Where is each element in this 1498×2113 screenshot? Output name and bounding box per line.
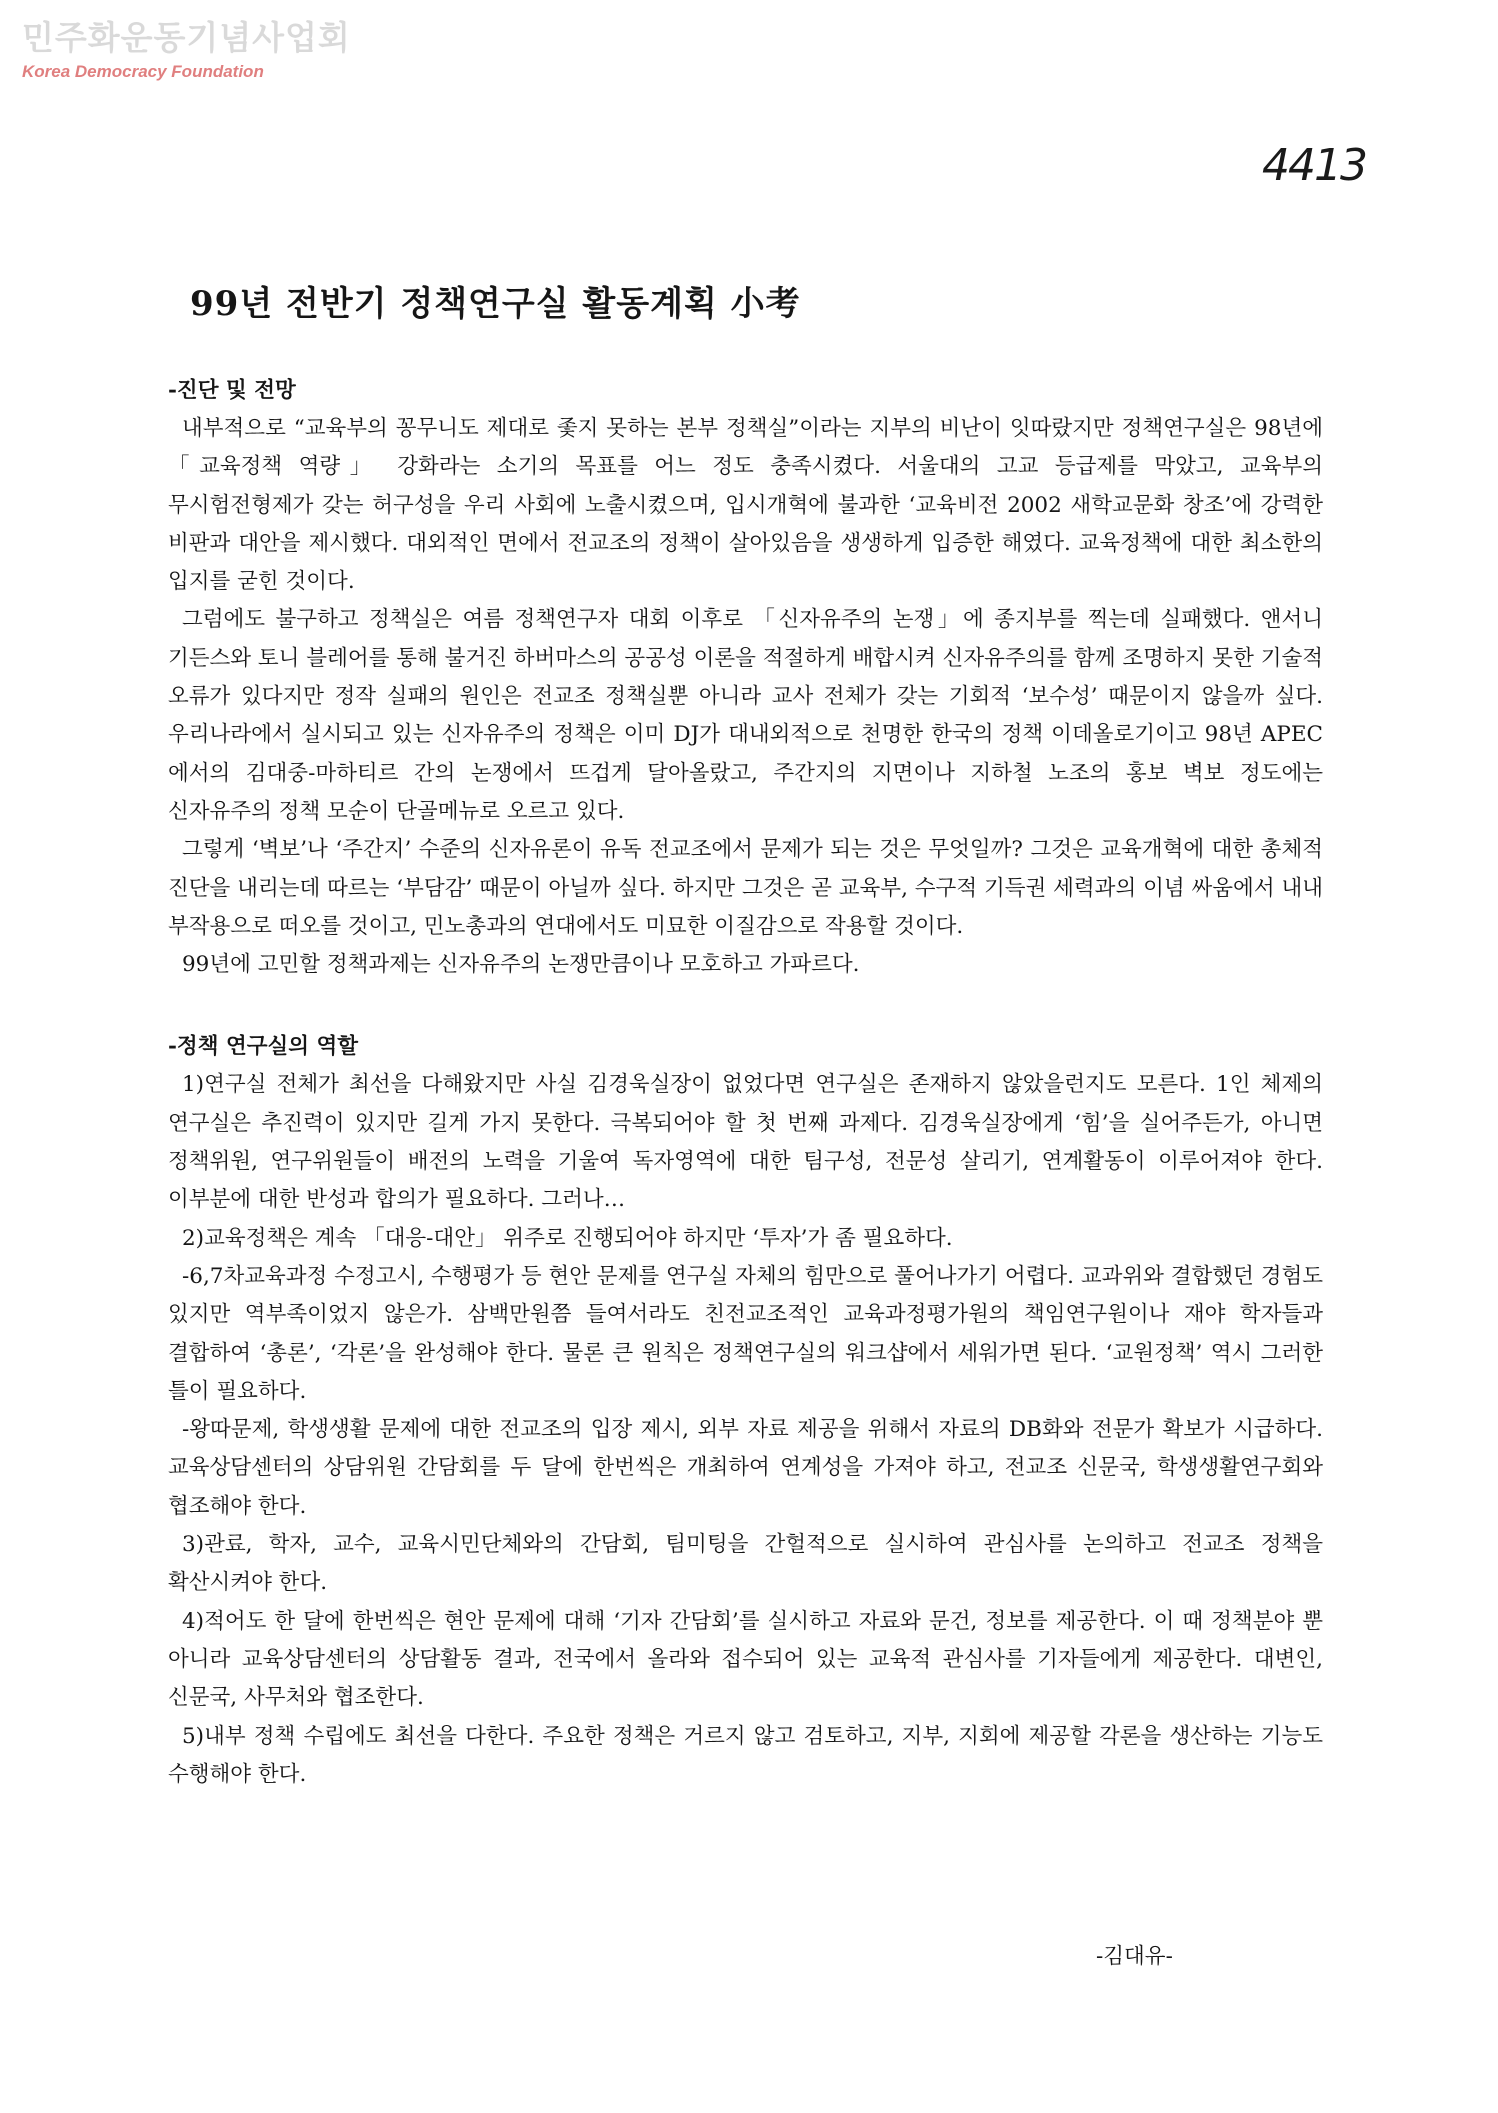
paragraph: 그럼에도 불구하고 정책실은 여름 정책연구자 대회 이후로 「신자유주의 논쟁」에 종지부를 찍는데 실패했다. 앤서니 기든스와 토니 블레어를 통해 불거진 하버마스의 공공성 이론을 적절하게 배합시켜 신자유주의를 함께 조명하지 못한 기술적 오류가 있다지만 정작 실패의 원인은 전교조 정책실뿐 아니라 교사 전체가 갖는 기회적 ‘보수성’ 때문이지 않을까 싶다. 우리나라에서 실시되고 있는 신자유주의 정책은 이미 DJ가 대내외적으로 천명한 한국의 정책 이데올로기이고 98년 APEC 에서의 김대중-마하티르 간의 논쟁에서 뜨겁게 달아올랐고, 주간지의 지면이나 지하철 노조의 홍보 벽보 정도에는 신자유주의 정책 모순이 단골메뉴로 오르고 있다.	[168, 607, 1323, 824]
paragraph: 그렇게 ‘벽보’나 ‘주간지’ 수준의 신자유론이 유독 전교조에서 문제가 되는 것은 무엇일까? 그것은 교육개혁에 대한 총체적 진단을 내리는데 따르는 ‘부담감’ 때문이 아닐까 싶다. 하지만 그것은 곧 교육부, 수구적 기득권 세력과의 이념 싸움에서 내내 부작용으로 떠오를 것이고, 민노총과의 연대에서도 미묘한 이질감으로 작용할 것이다.	[168, 837, 1323, 939]
watermark-english: Korea Democracy Foundation	[22, 62, 264, 81]
section-heading-role: -정책 연구실의 역할	[168, 1034, 359, 1060]
watermark-korean: 민주화운동기념사업회	[22, 18, 351, 57]
handwritten-page-number: 4413	[1262, 140, 1366, 191]
paragraph: 5)내부 정책 수립에도 최선을 다한다. 주요한 정책은 거르지 않고 검토하고, 지부, 지회에 제공할 각론을 생산하는 기능도 수행해야 한다.	[168, 1723, 1323, 1787]
document-title: 99년 전반기 정책연구실 활동계획 小考	[190, 284, 801, 324]
paragraph: -왕따문제, 학생생활 문제에 대한 전교조의 입장 제시, 외부 자료 제공을 위해서 자료의 DB화와 전문가 확보가 시급하다. 교육상담센터의 상담위원 간담회를 두 달에 한번씩은 개최하여 연계성을 가져야 하고, 전교조 신문국, 학생생활연구회와 협조해야 한다.	[168, 1417, 1323, 1519]
paragraph: 3)관료, 학자, 교수, 교육시민단체와의 간담회, 팀미팅을 간헐적으로 실시하여 관심사를 논의하고 전교조 정책을 확산시켜야 한다.	[168, 1532, 1323, 1596]
author-signature: -김대유-	[1096, 1944, 1173, 1969]
paragraph: -6,7차교육과정 수정고시, 수행평가 등 현안 문제를 연구실 자체의 힘만으로 풀어나가기 어렵다. 교과위와 결합했던 경험도 있지만 역부족이었지 않은가. 삼백만원쯤 들여서라도 친전교조적인 교육과정평가원의 책임연구원이나 재야 학자들과 결합하여 ‘총론’, ‘각론’을 완성해야 한다. 물론 큰 원칙은 정책연구실의 워크샵에서 세워가면 된다. ‘교원정책’ 역시 그러한 틀이 필요하다.	[168, 1263, 1323, 1404]
document-body	[168, 372, 1323, 1794]
section-spacer	[168, 984, 1323, 1028]
paragraph: 내부적으로 “교육부의 꽁무니도 제대로 좇지 못하는 본부 정책실”이라는 지부의 비난이 잇따랐지만 정책연구실은 98년에 「교육정책 역량」 강화라는 소기의 목표를 어느 정도 충족시켰다. 서울대의 고교 등급제를 막았고, 교육부의 무시험전형제가 갖는 허구성을 우리 사회에 노출시켰으며, 입시개혁에 불과한 ‘교육비전 2002 새학교문화 창조’에 강력한 비판과 대안을 제시했다. 대외적인 면에서 전교조의 정책이 살아있음을 생생하게 입증한 해였다. 교육정책에 대한 최소한의 입지를 굳힌 것이다.	[168, 416, 1323, 595]
paragraph: 2)교육정책은 계속 「대응-대안」 위주로 진행되어야 하지만 ‘투자’가 좀 필요하다.	[182, 1225, 953, 1251]
paragraph: 99년에 고민할 정책과제는 신자유주의 논쟁만큼이나 모호하고 가파르다.	[182, 952, 860, 978]
section-heading-diagnosis: -진단 및 전망	[168, 378, 296, 403]
watermark-logo	[22, 18, 351, 82]
paragraph: 1)연구실 전체가 최선을 다해왔지만 사실 김경욱실장이 없었다면 연구실은 존재하지 않았을런지도 모른다. 1인 체제의 연구실은 추진력이 있지만 길게 가지 못한다. 극복되어야 할 첫 번째 과제다. 김경욱실장에게 ‘힘’을 실어주든가, 아니면 정책위원, 연구위원들이 배전의 노력을 기울여 독자영역에 대한 팀구성, 전문성 살리기, 연계활동이 이루어져야 한다. 이부분에 대한 반성과 합의가 필요하다. 그러나…	[168, 1072, 1323, 1213]
paragraph: 4)적어도 한 달에 한번씩은 현안 문제에 대해 ‘기자 간담회’를 실시하고 자료와 문건, 정보를 제공한다. 이 때 정책분야 뿐 아니라 교육상담센터의 상담활동 결과, 전국에서 올라와 접수되어 있는 교육적 관심사를 기자들에게 제공한다. 대변인, 신문국, 사무처와 협조한다.	[168, 1608, 1323, 1711]
